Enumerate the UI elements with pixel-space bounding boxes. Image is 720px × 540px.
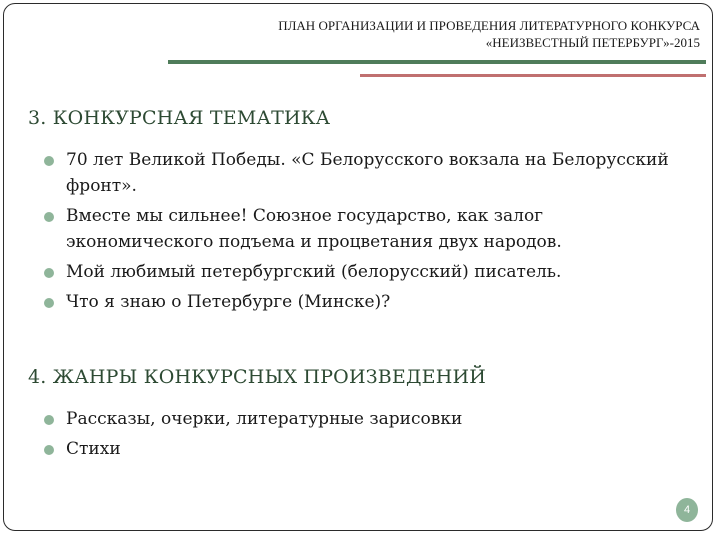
page-number-badge: 4 [676, 498, 698, 522]
bullet-icon [44, 298, 54, 308]
bullet-icon [44, 156, 54, 166]
list-item [44, 289, 684, 315]
list-item [44, 259, 684, 285]
bullet-icon [44, 268, 54, 278]
genres-list [44, 406, 684, 466]
list-item-text: 70 лет Великой Победы. «С Белорусского вокзала на Белорусский фронт». [66, 150, 669, 196]
themes-list [44, 147, 684, 319]
list-item [44, 436, 684, 462]
list-item-text: Мой любимый петербургский (белорусский) писатель. [66, 262, 562, 282]
section-title-themes: 3. КОНКУРСНАЯ ТЕМАТИКА [28, 107, 331, 129]
list-item-text: Стихи [66, 439, 121, 459]
slide-header [278, 17, 700, 51]
bullet-icon [44, 415, 54, 425]
header-rule-green [168, 60, 706, 64]
bullet-icon [44, 445, 54, 455]
header-line-2: «НЕИЗВЕСТНЫЙ ПЕТЕРБУРГ»-2015 [485, 35, 700, 50]
list-item-text: Вместе мы сильнее! Союзное государство, как залог экономического подъема и процветания двух народов. [66, 206, 562, 252]
list-item-text: Что я знаю о Петербурге (Минске)? [66, 292, 391, 312]
section-title-genres: 4. ЖАНРЫ КОНКУРСНЫХ ПРОИЗВЕДЕНИЙ [28, 366, 487, 388]
header-rule-red [360, 74, 706, 77]
list-item [44, 203, 684, 255]
list-item-text: Рассказы, очерки, литературные зарисовки [66, 409, 463, 429]
header-line-1: ПЛАН ОРГАНИЗАЦИИ И ПРОВЕДЕНИЯ ЛИТЕРАТУРНОГО КОНКУРСА [278, 18, 700, 33]
list-item [44, 406, 684, 432]
bullet-icon [44, 212, 54, 222]
list-item [44, 147, 684, 199]
